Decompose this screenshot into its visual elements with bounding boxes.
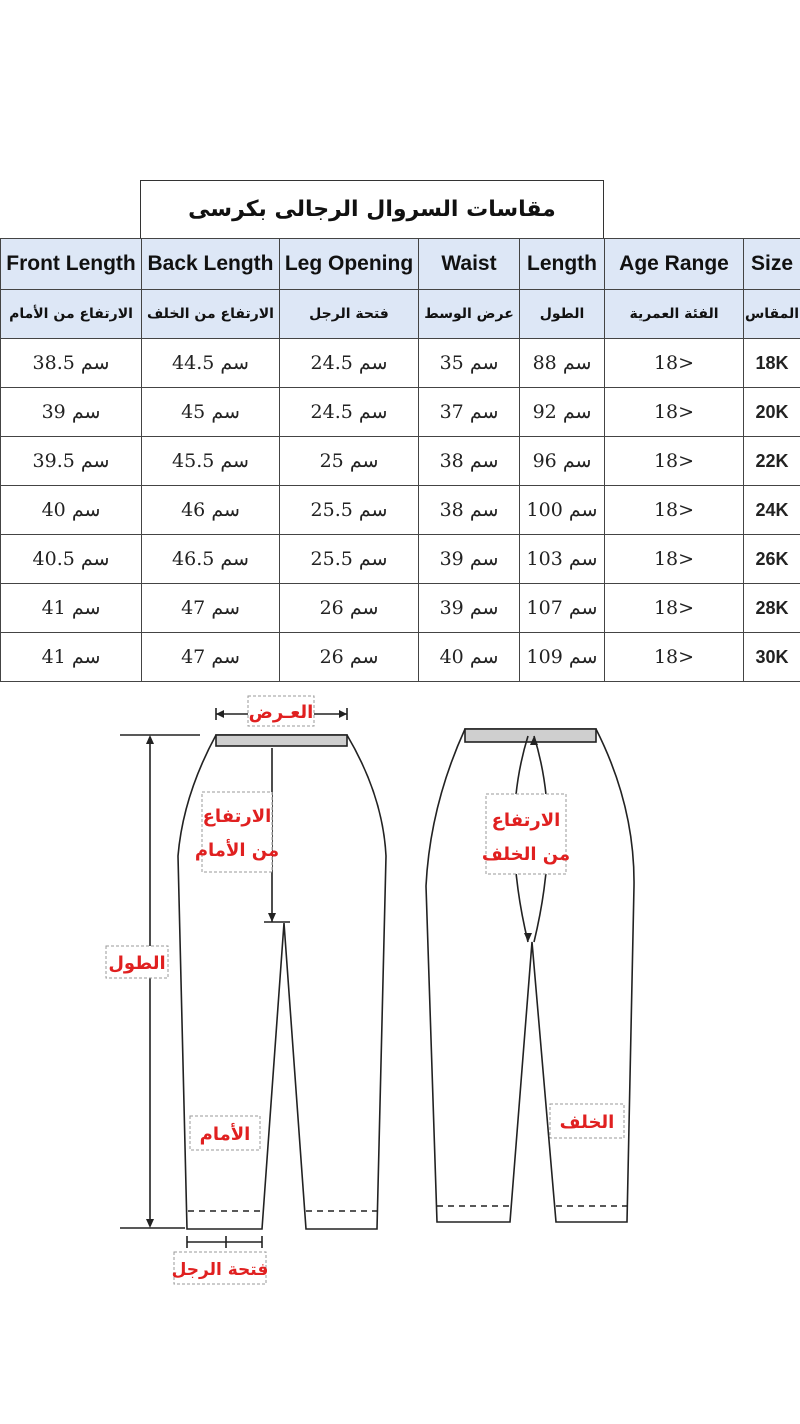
cell-front-length: 39 سم (1, 388, 142, 437)
front-rise-label-2: من الأمام (194, 840, 280, 861)
cell-waist: 38 سم (419, 486, 520, 535)
cell-back-length: 45.5 سم (142, 437, 280, 486)
cell-leg-opening: 25 سم (280, 437, 419, 486)
cell-front-length: 41 سم (1, 633, 142, 682)
cell-front-length: 40.5 سم (1, 535, 142, 584)
cell-leg-opening: 25.5 سم (280, 535, 419, 584)
cell-waist: 38 سم (419, 437, 520, 486)
header-length-ar: الطول (520, 290, 605, 339)
header-front-length: Front Length (1, 239, 142, 290)
table-row (1, 633, 800, 682)
table-row (1, 486, 800, 535)
front-rise-label-1: الارتفاع (202, 806, 272, 827)
cell-leg-opening: 25.5 سم (280, 486, 419, 535)
cell-size: 20K (744, 388, 800, 437)
cell-waist: 39 سم (419, 535, 520, 584)
cell-age-range: 18> (605, 584, 744, 633)
cell-back-length: 47 سم (142, 584, 280, 633)
cell-size: 22K (744, 437, 800, 486)
table-row (1, 535, 800, 584)
cell-waist: 39 سم (419, 584, 520, 633)
cell-back-length: 46 سم (142, 486, 280, 535)
header-leg-opening: Leg Opening (280, 239, 419, 290)
cell-size: 26K (744, 535, 800, 584)
cell-front-length: 39.5 سم (1, 437, 142, 486)
cell-age-range: 18> (605, 388, 744, 437)
width-label: العـرض (248, 702, 314, 723)
cell-leg-opening: 24.5 سم (280, 339, 419, 388)
header-row-arabic (1, 290, 800, 339)
table-row (1, 388, 800, 437)
cell-leg-opening: 26 سم (280, 633, 419, 682)
length-label: الطول (108, 953, 166, 974)
cell-age-range: 18> (605, 535, 744, 584)
cell-age-range: 18> (605, 437, 744, 486)
cell-front-length: 40 سم (1, 486, 142, 535)
back-rise-label-2: من الخلف (481, 844, 571, 865)
cell-waist: 37 سم (419, 388, 520, 437)
cell-age-range: 18> (605, 633, 744, 682)
cell-length: 107 سم (520, 584, 605, 633)
front-waistband (216, 735, 347, 746)
pants-diagram (0, 686, 800, 1296)
cell-leg-opening: 24.5 سم (280, 388, 419, 437)
cell-leg-opening: 26 سم (280, 584, 419, 633)
cell-age-range: 18> (605, 486, 744, 535)
leg-opening-label: فتحة الرجل (171, 1260, 269, 1280)
cell-size: 28K (744, 584, 800, 633)
cell-size: 30K (744, 633, 800, 682)
header-waist: Waist (419, 239, 520, 290)
header-back-length: Back Length (142, 239, 280, 290)
cell-length: 103 سم (520, 535, 605, 584)
cell-back-length: 46.5 سم (142, 535, 280, 584)
header-waist-ar: عرض الوسط (419, 290, 520, 339)
header-front-length-ar: الارتفاع من الأمام (1, 290, 142, 339)
header-back-length-ar: الارتفاع من الخلف (142, 290, 280, 339)
cell-length: 100 سم (520, 486, 605, 535)
chart-title: مقاسات السروال الرجالى بكرسى (140, 180, 604, 238)
header-length: Length (520, 239, 605, 290)
cell-size: 24K (744, 486, 800, 535)
cell-waist: 40 سم (419, 633, 520, 682)
header-size: Size (744, 239, 800, 290)
cell-length: 92 سم (520, 388, 605, 437)
cell-back-length: 45 سم (142, 388, 280, 437)
cell-front-length: 41 سم (1, 584, 142, 633)
header-row-english (1, 239, 800, 290)
table-row (1, 437, 800, 486)
cell-length: 88 سم (520, 339, 605, 388)
back-label: الخلف (559, 1112, 615, 1133)
cell-length: 109 سم (520, 633, 605, 682)
table-row (1, 339, 800, 388)
cell-size: 18K (744, 339, 800, 388)
back-waistband (465, 729, 596, 742)
table-row (1, 584, 800, 633)
cell-front-length: 38.5 سم (1, 339, 142, 388)
header-age-range: Age Range (605, 239, 744, 290)
header-size-ar: المقاس (744, 290, 800, 339)
cell-back-length: 47 سم (142, 633, 280, 682)
header-age-range-ar: الفئة العمرية (605, 290, 744, 339)
cell-waist: 35 سم (419, 339, 520, 388)
cell-back-length: 44.5 سم (142, 339, 280, 388)
front-label: الأمام (199, 1124, 251, 1145)
cell-age-range: 18> (605, 339, 744, 388)
cell-length: 96 سم (520, 437, 605, 486)
back-rise-label-1: الارتفاع (491, 810, 561, 831)
size-table (0, 238, 800, 682)
header-leg-opening-ar: فتحة الرجل (280, 290, 419, 339)
